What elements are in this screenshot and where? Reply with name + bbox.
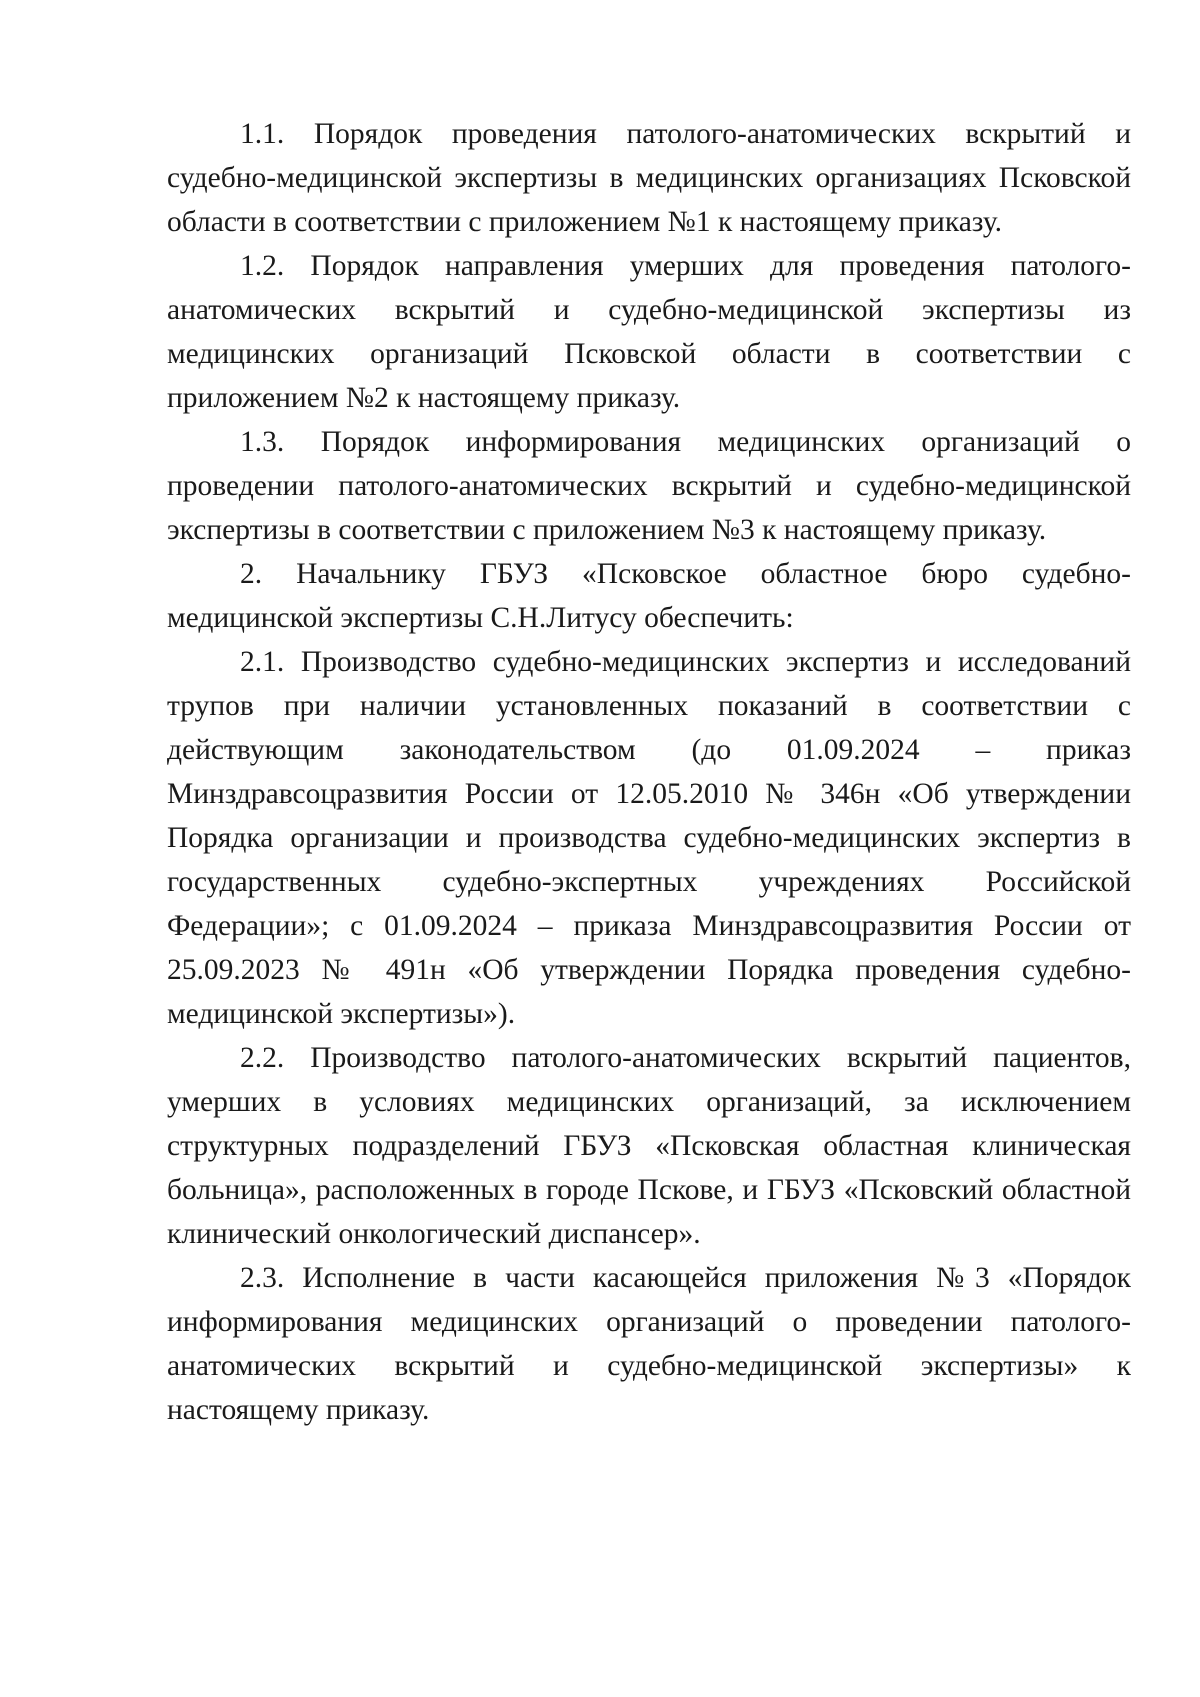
paragraph-1-2: 1.2. Порядок направления умерших для проведения патолого-анатомических вскрытий и судебно-медицинской экспертизы из медицинских организаций Псковской области в соответствии с приложением №2 к настоящему приказу.	[167, 250, 1131, 414]
paragraph-2-1: 2.1. Производство судебно-медицинских экспертиз и исследований трупов при наличии установленных показаний в соответствии с действующим законодательством (до 01.09.2024 – приказ Минздравсоцразвития России от 12.05.2010 № 346н «Об утверждении Порядка организации и производства судебно-медицинских экспертиз в государственных судебно-экспертных учреждениях Российской Федерации»; с 01.09.2024 – приказа Минздравсоцразвития России от 25.09.2023 № 491н «Об утверждении Порядка проведения судебно-медицинской экспертизы»).	[167, 646, 1131, 1030]
paragraph-2-3: 2.3. Исполнение в части касающейся приложения №3 «Порядок информирования медицинских организаций о проведении патолого-анатомических вскрытий и судебно-медицинской экспертизы» к настоящему приказу.	[167, 1262, 1131, 1426]
paragraph-1-3: 1.3. Порядок информирования медицинских организаций о проведении патолого-анатомических вскрытий и судебно-медицинской экспертизы в соответствии с приложением №3 к настоящему приказу.	[167, 426, 1131, 546]
paragraph-2-2: 2.2. Производство патолого-анатомических вскрытий пациентов, умерших в условиях медицинских организаций, за исключением структурных подразделений ГБУЗ «Псковская областная клиническая больница», расположенных в городе Пскове, и ГБУЗ «Псковский областной клинический онкологический диспансер».	[167, 1042, 1131, 1250]
paragraph-2: 2. Начальнику ГБУЗ «Псковское областное бюро судебно-медицинской экспертизы С.Н.Литусу обеспечить:	[167, 558, 1131, 634]
document-body	[167, 112, 1131, 1432]
paragraph-1-1: 1.1. Порядок проведения патолого-анатомических вскрытий и судебно-медицинской экспертизы в медицинских организациях Псковской области в соответствии с приложением №1 к настоящему приказу.	[167, 118, 1131, 238]
